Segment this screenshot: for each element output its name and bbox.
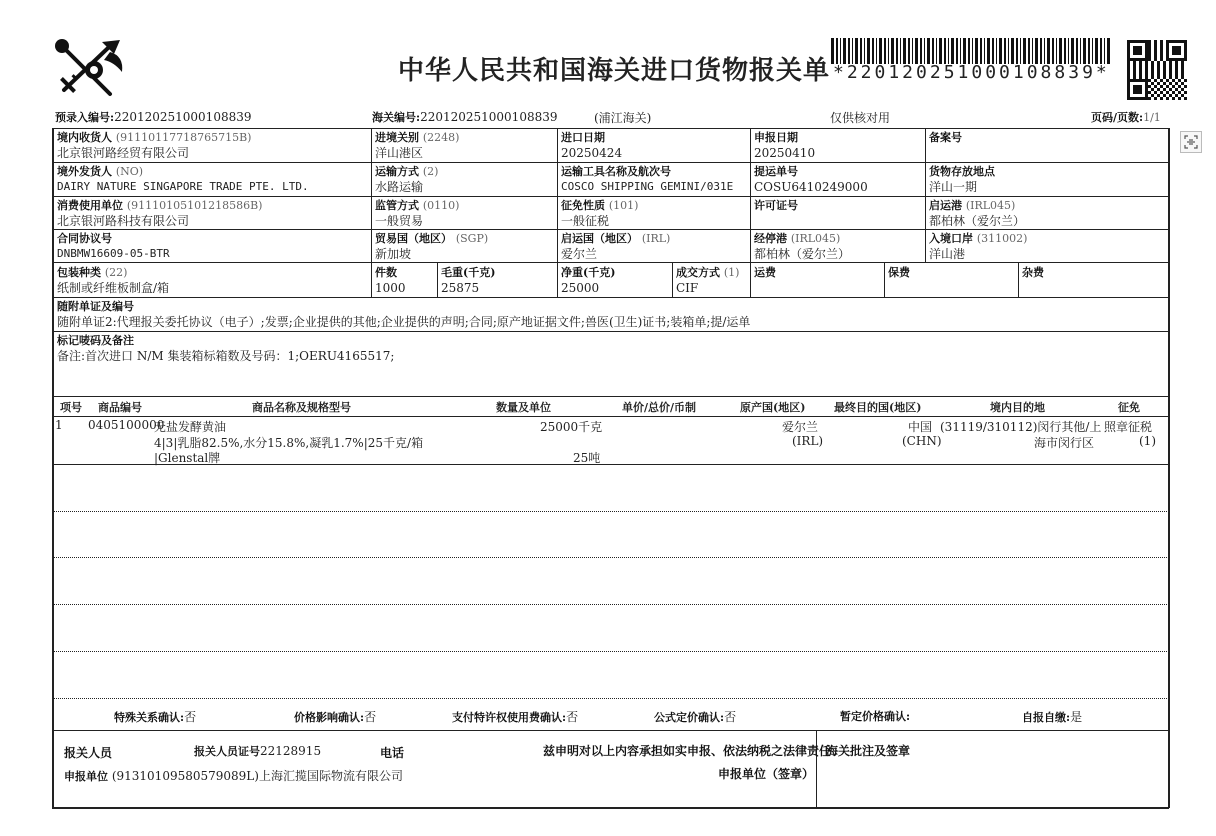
field-supervision-mode: 监管方式 (0110) 一般贸易 — [375, 199, 460, 228]
col-hs-code: 商品编号 — [98, 401, 142, 414]
field-departure-port: 启运港 (IRL045) 都柏林（爱尔兰） — [929, 199, 1026, 228]
field-consumer-unit: 消费使用单位 (91110105101218586B) 北京银河路科技有限公司 — [57, 199, 263, 228]
goods-name: 无盐发酵黄油 — [154, 420, 227, 434]
goods-spec-line2: |Glenstal牌 — [154, 451, 221, 465]
goods-qty-declared: 25吨 — [573, 451, 601, 465]
field-storage-location: 货物存放地点 洋山一期 — [929, 165, 995, 194]
col-price: 单价/总价/币制 — [622, 401, 697, 414]
customs-no: 海关编号:220120251000108839 — [372, 110, 558, 124]
phone-label: 电话 — [380, 746, 405, 760]
col-quantity: 数量及单位 — [496, 401, 551, 414]
goods-domestic-dest-line1: (31119/310112)闵行其他/上 — [940, 420, 1102, 434]
customs-office: (浦江海关) — [594, 111, 652, 125]
goods-item-no: 1 — [55, 418, 63, 432]
col-item: 项号 — [60, 401, 82, 414]
field-transit-port: 经停港 (IRL045) 都柏林（爱尔兰） — [754, 232, 851, 261]
page-number: 页码/页数:1/1 — [1091, 111, 1161, 124]
col-name-spec: 商品名称及规格型号 — [252, 401, 351, 414]
goods-hs-code: 0405100000 — [88, 418, 165, 432]
field-insurance: 保费 — [888, 266, 910, 279]
field-contract-no: 合同协议号 DNBMW16609-05-BTR — [57, 232, 170, 260]
goods-origin: 爱尔兰 — [782, 420, 819, 434]
field-declare-date: 申报日期 20250410 — [754, 131, 816, 160]
field-origin-country: 启运国（地区） (IRL) 爱尔兰 — [561, 232, 671, 261]
field-domestic-consignee: 境内收货人 (91110117718765715B) 北京银河路经贸有限公司 — [57, 131, 252, 160]
field-misc-fees: 杂费 — [1022, 266, 1044, 279]
field-transaction-mode: 成交方式 (1) CIF — [676, 266, 740, 295]
field-marks-remarks: 标记唛码及备注 备注:首次进口 N/M 集装箱标箱数及号码：1;OERU4165517; — [57, 334, 395, 363]
barcode — [831, 38, 1111, 64]
field-gross-weight: 毛重(千克) 25875 — [441, 266, 496, 295]
field-entry-port: 进境关别 (2248) 洋山港区 — [375, 131, 460, 160]
confirm-royalty: 支付特许权使用费确认:否 — [452, 710, 579, 724]
goods-domestic-dest-line2: 海市闵行区 — [1034, 436, 1095, 450]
declarer-id: 报关人员证号22128915 — [194, 744, 322, 758]
field-bill-of-lading: 提运单号 COSU6410249000 — [754, 165, 868, 194]
goods-qty-legal: 25000千克 — [540, 420, 603, 434]
field-package-count: 件数 1000 — [375, 266, 406, 295]
field-package-type: 包装种类 (22) 纸制或纤维板制盒/箱 — [57, 266, 170, 295]
field-license-no: 许可证号 — [754, 199, 798, 212]
col-domestic-dest: 境内目的地 — [990, 401, 1045, 414]
confirm-provisional-price: 暂定价格确认: — [840, 710, 911, 723]
form-title: 中华人民共和国海关进口货物报关单 — [398, 56, 831, 86]
customs-emblem — [52, 36, 126, 100]
goods-origin-code: (IRL) — [792, 434, 824, 448]
goods-final-dest: 中国 — [908, 420, 933, 434]
pre-entry-no: 预录入编号:220120251000108839 — [55, 110, 252, 124]
goods-exemption: 照章征税 — [1104, 420, 1153, 434]
liability-statement: 兹申明对以上内容承担如实申报、依法纳税之法律责任 — [543, 744, 832, 758]
field-levy-nature: 征免性质 (101) 一般征税 — [561, 199, 639, 228]
goods-final-dest-code: (CHN) — [902, 434, 942, 448]
goods-exemption-code: (1) — [1139, 434, 1156, 448]
field-attached-documents: 随附单证及编号 随附单证2:代理报关委托协议（电子）;发票;企业提供的其他;企业提供的声明;合同;原产地证据文件;兽医(卫生)证书;装箱单;提/运单 — [57, 300, 751, 329]
field-import-date: 进口日期 20250424 — [561, 131, 623, 160]
field-transport-mode: 运输方式 (2) 水路运输 — [375, 165, 439, 194]
customs-seal: 海关批注及签章 — [826, 744, 911, 758]
confirm-special-relation: 特殊关系确认:否 — [114, 710, 197, 724]
field-vessel-voyage: 运输工具名称及航次号 COSCO SHIPPING GEMINI/031E — [561, 165, 734, 193]
qr-code — [1127, 40, 1187, 100]
confirm-formula-pricing: 公式定价确认:否 — [654, 710, 737, 724]
col-origin: 原产国(地区) — [740, 401, 806, 414]
col-final-dest: 最终目的国(地区) — [834, 401, 922, 414]
declare-unit: 申报单位 (91310109580579089L)上海汇揽国际物流有限公司 — [64, 769, 403, 783]
declare-unit-seal: 申报单位（签章） — [718, 767, 815, 781]
field-record-no: 备案号 — [929, 131, 962, 144]
field-freight: 运费 — [754, 266, 776, 279]
field-entry-gateway: 入境口岸 (311002) 洋山港 — [929, 232, 1028, 261]
scan-icon[interactable] — [1180, 131, 1202, 153]
goods-spec-line1: 4|3|乳脂82.5%,水分15.8%,凝乳1.7%|25千克/箱 — [154, 436, 424, 450]
verify-note: 仅供核对用 — [830, 111, 891, 125]
field-overseas-consignor: 境外发货人 (NO) DAIRY NATURE SINGAPORE TRADE PTE. LTD. — [57, 165, 309, 193]
field-trade-country: 贸易国（地区） (SGP) 新加坡 — [375, 232, 489, 261]
col-exemption: 征免 — [1118, 401, 1140, 414]
declarer-label: 报关人员 — [64, 746, 113, 760]
field-net-weight: 净重(千克) 25000 — [561, 266, 616, 295]
barcode-text: *220120251000108839* — [833, 62, 1110, 83]
confirm-price-influence: 价格影响确认:否 — [294, 710, 377, 724]
confirm-self-declare: 自报自缴:是 — [1022, 710, 1083, 724]
